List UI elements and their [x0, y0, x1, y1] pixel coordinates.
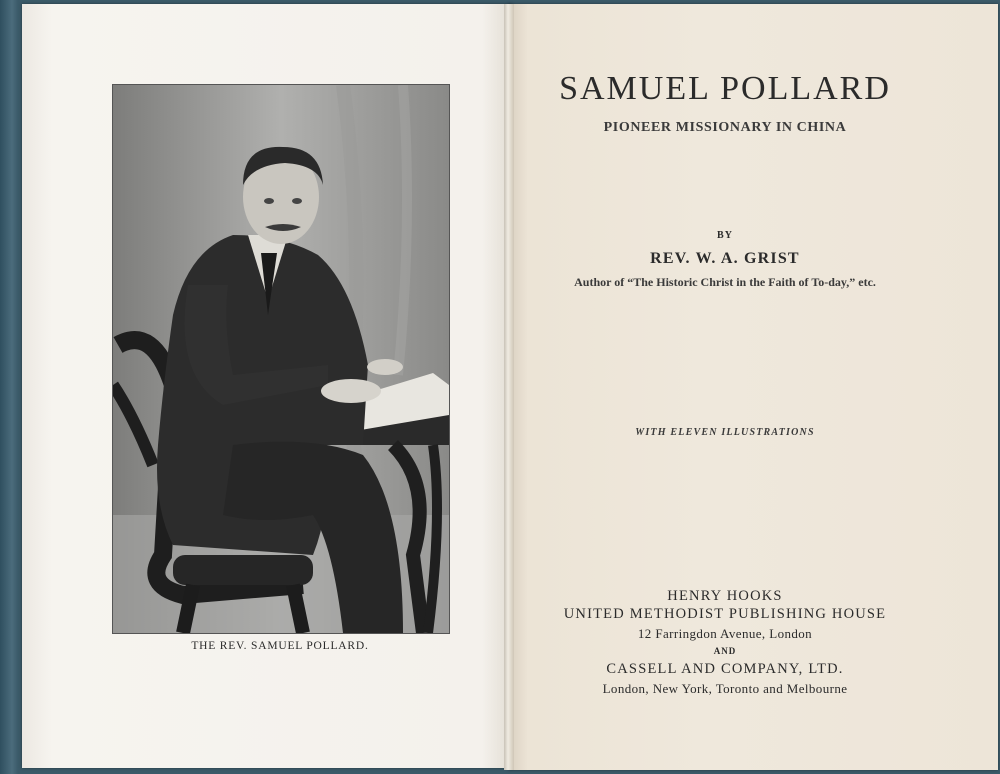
publisher-house: UNITED METHODIST PUBLISHING HOUSE: [563, 606, 887, 622]
book-title: SAMUEL POLLARD: [559, 70, 891, 107]
frontispiece-portrait: [112, 84, 450, 634]
copublisher-cities: London, New York, Toronto and Melbourne: [602, 681, 848, 696]
book-subtitle: PIONEER MISSIONARY IN CHINA: [603, 120, 847, 135]
copublisher-name: CASSELL AND COMPANY, LTD.: [606, 661, 844, 677]
author-note: Author of “The Historic Christ in the Faith of To-day,” etc.: [574, 275, 876, 289]
by-label: BY: [717, 230, 733, 241]
author-name: REV. W. A. GRIST: [650, 250, 800, 267]
and-label: AND: [713, 646, 737, 656]
book-gutter: [504, 4, 514, 770]
publisher-address: 12 Farringdon Avenue, London: [637, 626, 813, 641]
illustrations-note: WITH ELEVEN ILLUSTRATIONS: [635, 427, 815, 438]
frontispiece-caption: THE REV. SAMUEL POLLARD.: [191, 640, 369, 652]
publisher-name: HENRY HOOKS: [667, 588, 783, 604]
